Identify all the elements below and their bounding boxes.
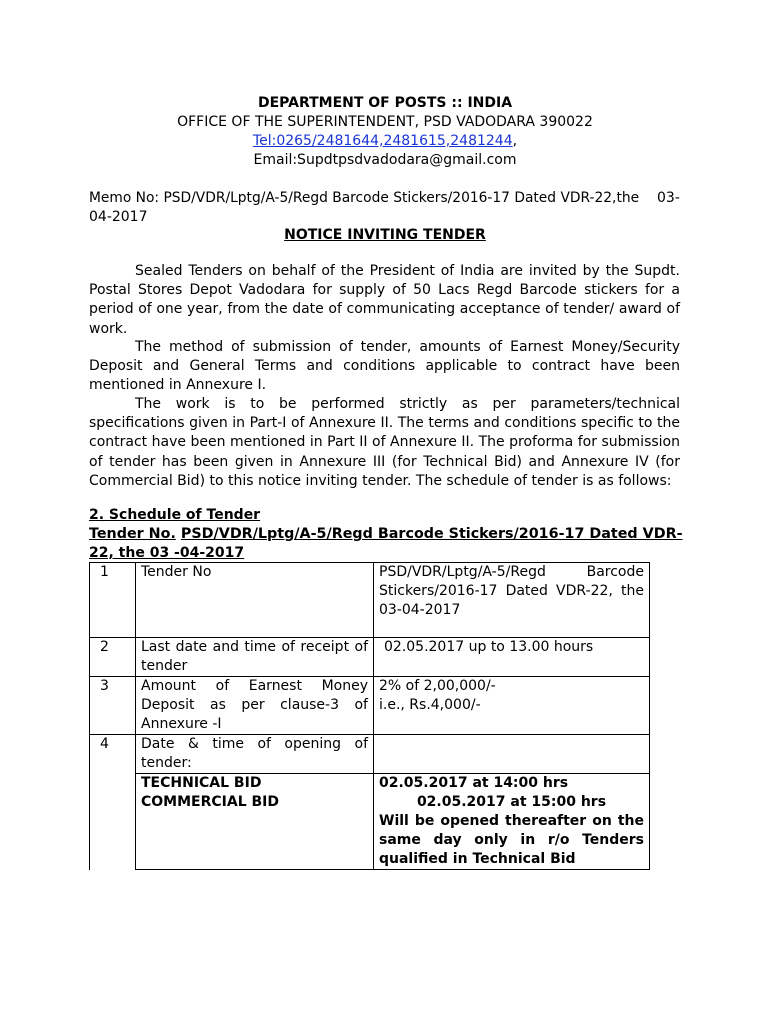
row-number: 1 <box>90 563 136 638</box>
row-value <box>374 677 650 735</box>
tender-number-line <box>89 525 683 544</box>
department-title: DEPARTMENT OF POSTS :: INDIA <box>257 95 513 111</box>
tender-reference-1: PSD/VDR/Lptg/A-5/Regd Barcode Stickers/2016-17 Dated VDR- <box>180 526 683 542</box>
row-item: Amount of Earnest Money Deposit as per clause-3 of Annexure -I <box>136 677 374 735</box>
row-number: 3 <box>90 677 136 735</box>
row-value: 02.05.2017 up to 13.00 hours <box>374 638 650 677</box>
table-row <box>90 677 650 735</box>
row-item: Tender No <box>136 563 374 638</box>
notice-title: NOTICE INVITING TENDER <box>284 227 486 243</box>
schedule-table <box>89 562 650 870</box>
row-item: Date & time of opening of tender: <box>136 735 374 774</box>
memo-line-2: 04-2017 <box>89 209 148 225</box>
paragraph-intro: Sealed Tenders on behalf of the President of India are invited by the Supdt. Postal Stores Depot Vadodara for supply of 50 Lacs Regd Barcode stickers for a period of one year, from the date of communicating acceptance of tender/ award of work. <box>89 263 680 337</box>
commercial-bid-label: COMMERCIAL BID <box>136 793 374 870</box>
tender-reference-2: 22, the 03 -04-2017 <box>89 545 245 561</box>
paragraph-method: The method of submission of tender, amounts of Earnest Money/Security Deposit and General Terms and conditions applicable to contract have been mentioned in Annexure I. <box>89 339 680 394</box>
technical-bid-value: 02.05.2017 at 14:00 hrs <box>374 774 650 794</box>
telephone-line <box>0 132 770 151</box>
memo-line-1-end: 03- <box>657 190 680 206</box>
memo-line-1: Memo No: PSD/VDR/Lptg/A-5/Regd Barcode Stickers/2016-17 Dated VDR-22,the <box>89 190 640 206</box>
commercial-bid-value: 02.05.2017 at 15:00 hrs <box>416 794 607 810</box>
commercial-bid-cell <box>374 793 650 870</box>
emd-percent: 2% of 2,00,000/- <box>379 678 496 694</box>
telephone-suffix: , <box>512 133 518 149</box>
telephone-link[interactable]: Tel:0265/2481644,2481615,2481244 <box>252 133 513 149</box>
technical-bid-label: TECHNICAL BID <box>136 774 374 794</box>
empty-cell <box>374 735 650 774</box>
office-address: OFFICE OF THE SUPERINTENDENT, PSD VADODARA 390022 <box>177 114 593 130</box>
table-row <box>90 774 650 794</box>
emd-amount: i.e., Rs.4,000/- <box>379 697 481 713</box>
row-number: 2 <box>90 638 136 677</box>
email-line: Email:Supdtpsdvadodara@gmail.com <box>253 152 517 168</box>
table-row <box>90 735 650 774</box>
row-number: 4 <box>90 735 136 870</box>
row-value: PSD/VDR/Lptg/A-5/Regd Barcode Stickers/2016-17 Dated VDR-22, the 03-04-2017 <box>374 563 650 638</box>
table-row <box>90 793 650 870</box>
tender-number-label: Tender No. <box>89 526 176 542</box>
commercial-bid-note: Will be opened thereafter on the same day only in r/o Tenders qualified in Technical Bid <box>379 813 644 867</box>
row-item: Last date and time of receipt of tender <box>136 638 374 677</box>
table-row <box>90 563 650 638</box>
paragraph-work: The work is to be performed strictly as per parameters/technical specifications given in Part-I of Annexure II. The terms and conditions specific to the contract have been mentioned in Part II of Annexure II. The proforma for submission of tender has been given in Annexure III (for Technical Bid) and Annexure IV (for Commercial Bid) to this notice inviting tender. The schedule of tender is as follows: <box>89 396 680 489</box>
table-row <box>90 638 650 677</box>
schedule-heading: 2. Schedule of Tender <box>89 507 261 523</box>
